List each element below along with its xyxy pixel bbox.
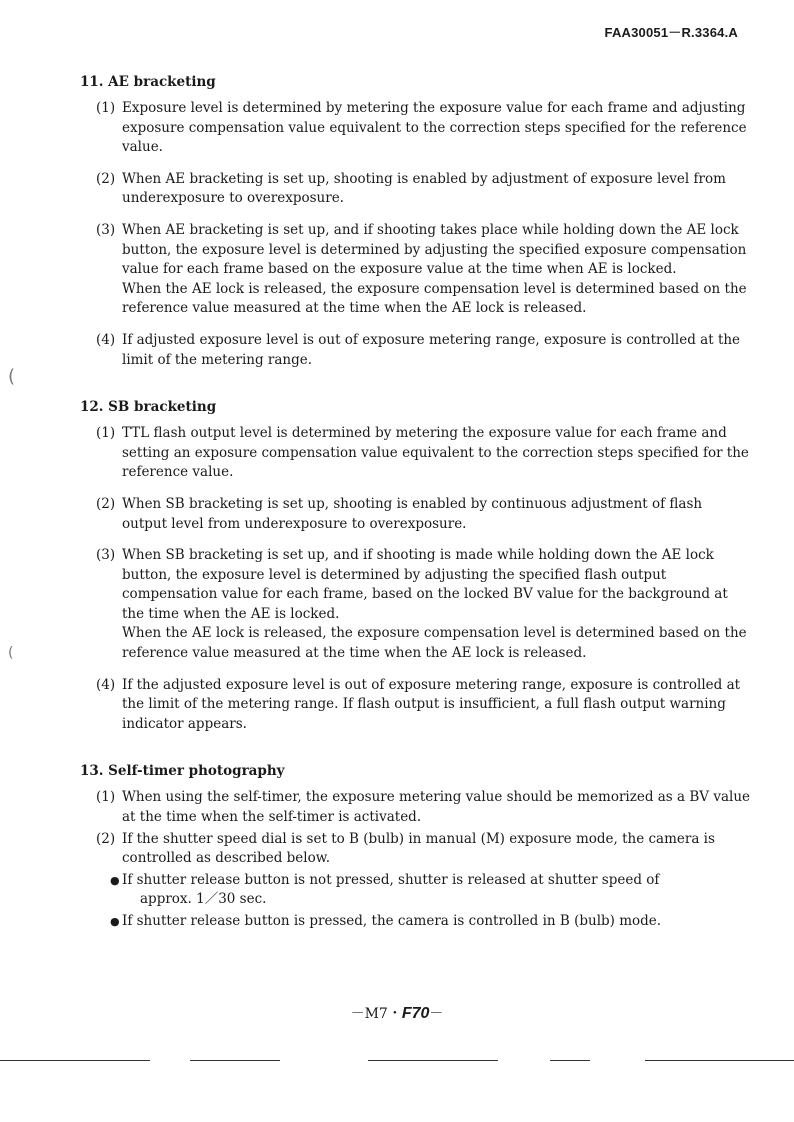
binding-hole-mark: (	[8, 645, 14, 661]
bullet-item	[110, 912, 750, 932]
item-number: (4)	[96, 331, 116, 348]
item-number: (3)	[96, 547, 116, 564]
item-number: (4)	[96, 676, 116, 693]
list-item	[96, 331, 750, 370]
bullet-dot-icon: ●	[110, 873, 120, 887]
list-item	[96, 830, 750, 869]
item-text: When AE bracketing is set up, shooting is enabled by adjustment of exposure level from underexposure to overexposure.	[122, 170, 726, 207]
bullet-text-block	[122, 871, 750, 910]
list-item	[96, 788, 750, 827]
list-item	[96, 495, 750, 534]
section-ae-bracketing	[80, 73, 750, 370]
section-title: 12. SB bracketing	[80, 399, 217, 416]
list-item	[96, 170, 750, 209]
item-text-continued: When the AE lock is released, the exposure compensation level is determined based on the reference value measured at the time when the AE lock is released.	[122, 625, 747, 662]
item-number: (1)	[96, 425, 116, 442]
bullet-text-continued: approx. 1／30 sec.	[140, 891, 267, 908]
item-text: If adjusted exposure level is out of exposure metering range, exposure is controlled at the limit of the metering range.	[122, 331, 741, 368]
item-text: If the adjusted exposure level is out of exposure metering range, exposure is controlled at the limit of the metering range. If flash output is insufficient, a full flash output warning indicator appears.	[122, 676, 741, 732]
list-item	[96, 424, 750, 483]
section-title: 11. AE bracketing	[80, 74, 216, 90]
item-number: (2)	[96, 495, 116, 512]
item-text-block	[122, 546, 750, 664]
document-code: FAA30051－R.3364.A	[604, 25, 738, 40]
bullet-item	[110, 871, 750, 910]
item-text: When using the self-timer, the exposure metering value should be memorized as a BV value at the time when the self-timer is activated.	[122, 789, 751, 826]
list-item	[96, 221, 750, 319]
item-text: When SB bracketing is set up, shooting is enabled by continuous adjustment of flash output level from underexposure to overexposure.	[122, 495, 703, 532]
item-number: (1)	[96, 100, 116, 116]
item-number: (2)	[96, 830, 116, 847]
item-number: (3)	[96, 221, 116, 238]
footer-dash: －	[429, 1006, 444, 1022]
item-text-block	[122, 221, 750, 319]
item-text-continued: When the AE lock is released, the exposure compensation level is determined based on the reference value measured at the time when the AE lock is released.	[122, 280, 747, 317]
bottom-rule	[368, 1060, 498, 1061]
list-item	[96, 676, 750, 735]
binding-hole-mark: (	[8, 366, 16, 387]
bullet-dot-icon: ●	[110, 915, 120, 928]
item-text: When SB bracketing is set up, and if shooting is made while holding down the AE lock button, the exposure level is determined by adjusting the specified flash output compensation value for each frame, based on the locked BV value for the background at the time when the AE is locked.	[122, 547, 728, 622]
bottom-rule	[550, 1060, 590, 1061]
bullet-text: If shutter release button is pressed, the camera is controlled in B (bulb) mode.	[122, 913, 662, 929]
list-item	[96, 546, 750, 664]
bottom-rule	[190, 1060, 280, 1061]
section-title: 13. Self-timer photography	[80, 763, 285, 780]
page-footer	[0, 1003, 794, 1023]
bottom-rule	[645, 1060, 794, 1061]
item-number: (1)	[96, 789, 116, 806]
item-text: Exposure level is determined by metering the exposure value for each frame and adjusting exposure compensation value equivalent to the correction steps specified for the reference value.	[122, 100, 747, 156]
model-name: F70	[401, 1005, 430, 1022]
bullet-text: If shutter release button is not pressed, shutter is released at shutter speed of	[122, 871, 660, 888]
item-text: TTL flash output level is determined by metering the exposure value for each frame and setting an exposure compensation value equivalent to the correction steps specified for the reference value.	[122, 425, 749, 481]
page-number: －M7・	[350, 1006, 402, 1022]
document-body	[80, 73, 750, 934]
item-text: If the shutter speed dial is set to B (bulb) in manual (M) exposure mode, the camera is controlled as described below.	[122, 830, 715, 867]
bottom-rule	[0, 1060, 150, 1061]
item-number: (2)	[96, 170, 116, 187]
section-sb-bracketing	[80, 398, 750, 734]
section-self-timer	[80, 762, 750, 931]
list-item	[96, 99, 750, 158]
item-text: When AE bracketing is set up, and if shooting takes place while holding down the AE lock button, the exposure level is determined by adjusting the specified exposure compensation value for each frame based on the exposure value at the time when AE is locked.	[122, 221, 747, 278]
